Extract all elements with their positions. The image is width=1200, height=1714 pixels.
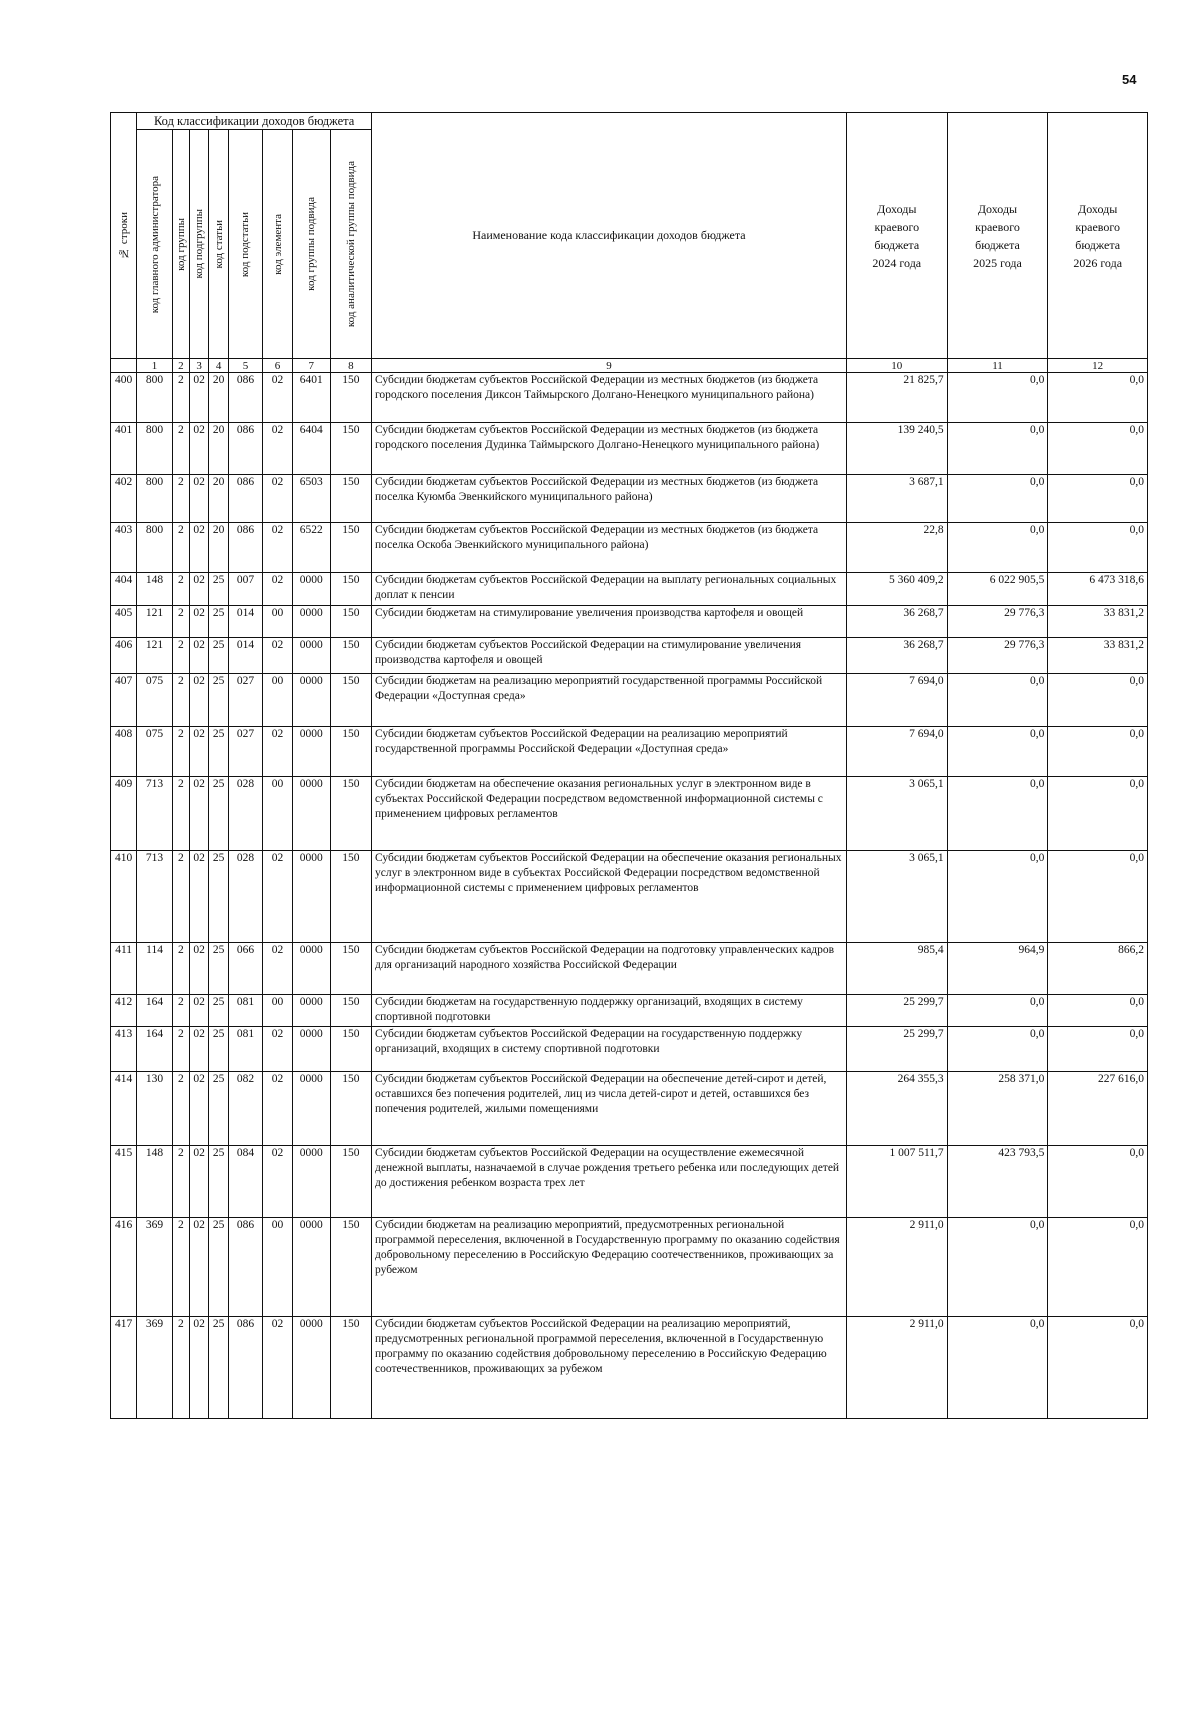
code-admin: 369 — [137, 1317, 172, 1419]
row-number: 407 — [111, 674, 137, 727]
table-row — [111, 423, 1148, 475]
income-name: Субсидии бюджетам субъектов Российской Федерации на подготовку управленческих кадров для организаций народного хозяйства Российской Федерации — [372, 943, 847, 995]
code-group: 2 — [172, 943, 189, 995]
income-2024: 3 065,1 — [846, 851, 947, 943]
income-name: Субсидии бюджетам субъектов Российской Федерации на реализацию мероприятий, предусмотренных региональной программой переселения, включенной в Государственную программу по оказанию содействия добровольному переселению в Российскую Федерацию соотечественников, проживающих за рубежом — [372, 1317, 847, 1419]
row-number: 405 — [111, 606, 137, 638]
code-element: 00 — [263, 674, 293, 727]
code-subtype-group: 0000 — [292, 606, 330, 638]
income-2025: 29 776,3 — [947, 606, 1048, 638]
column-number-blank — [111, 359, 137, 373]
code-analytic-group: 150 — [330, 851, 371, 943]
code-analytic-group: 150 — [330, 573, 371, 606]
code-subtype-group: 6404 — [292, 423, 330, 475]
income-2026: 6 473 318,6 — [1048, 573, 1148, 606]
code-subgroup: 02 — [189, 1317, 208, 1419]
code-element: 02 — [263, 727, 293, 777]
header-code-admin: код главного администратора — [137, 130, 172, 359]
code-article: 25 — [209, 851, 228, 943]
code-subtype-group: 0000 — [292, 1218, 330, 1317]
row-number: 412 — [111, 995, 137, 1027]
code-element: 00 — [263, 777, 293, 851]
code-article: 25 — [209, 943, 228, 995]
code-article: 25 — [209, 1317, 228, 1419]
code-admin: 800 — [137, 475, 172, 523]
code-group: 2 — [172, 638, 189, 674]
column-number: 6 — [263, 359, 293, 373]
code-subarticle: 007 — [228, 573, 262, 606]
code-subarticle: 086 — [228, 423, 262, 475]
income-2024: 264 355,3 — [846, 1072, 947, 1146]
code-article: 25 — [209, 727, 228, 777]
column-number: 3 — [189, 359, 208, 373]
code-subarticle: 027 — [228, 674, 262, 727]
code-subtype-group: 0000 — [292, 1072, 330, 1146]
income-2025: 6 022 905,5 — [947, 573, 1048, 606]
code-element: 02 — [263, 1146, 293, 1218]
code-subgroup: 02 — [189, 373, 208, 423]
code-subtype-group: 6503 — [292, 475, 330, 523]
income-2026: 0,0 — [1048, 674, 1148, 727]
income-name: Субсидии бюджетам субъектов Российской Федерации из местных бюджетов (из бюджета городского поселения Диксон Таймырского Долгано-Ненецкого муниципального района) — [372, 373, 847, 423]
code-element: 02 — [263, 523, 293, 573]
income-2026: 0,0 — [1048, 777, 1148, 851]
row-number: 413 — [111, 1027, 137, 1072]
code-subgroup: 02 — [189, 995, 208, 1027]
code-group: 2 — [172, 727, 189, 777]
code-admin: 164 — [137, 995, 172, 1027]
income-name: Субсидии бюджетам на реализацию мероприятий, предусмотренных региональной программой переселения, включенной в Государственную программу по оказанию содействия добровольному переселению в Российскую Федерацию соотечественников, проживающих за рубежом — [372, 1218, 847, 1317]
income-2025: 29 776,3 — [947, 638, 1048, 674]
income-2024: 1 007 511,7 — [846, 1146, 947, 1218]
row-number: 408 — [111, 727, 137, 777]
code-subarticle: 014 — [228, 638, 262, 674]
table-row — [111, 1317, 1148, 1419]
income-2026: 0,0 — [1048, 475, 1148, 523]
table-row — [111, 475, 1148, 523]
income-2026: 0,0 — [1048, 1146, 1148, 1218]
table-row — [111, 777, 1148, 851]
header-code-analytic-group: код аналитической группы подвида — [330, 130, 371, 359]
table-row — [111, 523, 1148, 573]
income-2024: 985,4 — [846, 943, 947, 995]
header-code-subarticle: код подстатьи — [228, 130, 262, 359]
code-subgroup: 02 — [189, 1027, 208, 1072]
code-group: 2 — [172, 995, 189, 1027]
code-subarticle: 028 — [228, 851, 262, 943]
code-subgroup: 02 — [189, 727, 208, 777]
column-number: 5 — [228, 359, 262, 373]
header-row-no: № строки — [111, 113, 137, 359]
code-subgroup: 02 — [189, 1218, 208, 1317]
code-admin: 114 — [137, 943, 172, 995]
code-group: 2 — [172, 1072, 189, 1146]
code-subgroup: 02 — [189, 943, 208, 995]
code-subtype-group: 0000 — [292, 1317, 330, 1419]
code-analytic-group: 150 — [330, 523, 371, 573]
code-subgroup: 02 — [189, 573, 208, 606]
code-subgroup: 02 — [189, 423, 208, 475]
code-group: 2 — [172, 475, 189, 523]
income-2025: 964,9 — [947, 943, 1048, 995]
header-income-2024: Доходы краевого бюджета 2024 года — [846, 113, 947, 359]
income-2026: 33 831,2 — [1048, 606, 1148, 638]
income-name: Субсидии бюджетам на стимулирование увеличения производства картофеля и овощей — [372, 606, 847, 638]
code-subgroup: 02 — [189, 777, 208, 851]
code-subarticle: 084 — [228, 1146, 262, 1218]
code-subarticle: 027 — [228, 727, 262, 777]
income-name: Субсидии бюджетам субъектов Российской Федерации из местных бюджетов (из бюджета поселка Оскоба Эвенкийского муниципального района) — [372, 523, 847, 573]
income-2025: 0,0 — [947, 674, 1048, 727]
income-2026: 0,0 — [1048, 995, 1148, 1027]
code-subtype-group: 0000 — [292, 943, 330, 995]
code-admin: 121 — [137, 638, 172, 674]
code-subgroup: 02 — [189, 638, 208, 674]
code-group: 2 — [172, 373, 189, 423]
income-2024: 36 268,7 — [846, 638, 947, 674]
table-row — [111, 373, 1148, 423]
income-name: Субсидии бюджетам субъектов Российской Федерации на обеспечение детей-сирот и детей, оставшихся без попечения родителей, лиц из числа детей-сирот и детей, оставшихся без попечения родителей, жилыми помещениями — [372, 1072, 847, 1146]
code-admin: 800 — [137, 423, 172, 475]
code-group: 2 — [172, 423, 189, 475]
income-2024: 7 694,0 — [846, 674, 947, 727]
income-2024: 2 911,0 — [846, 1317, 947, 1419]
income-2026: 866,2 — [1048, 943, 1148, 995]
header-code-article: код статьи — [209, 130, 228, 359]
row-number: 403 — [111, 523, 137, 573]
income-name: Субсидии бюджетам на государственную поддержку организаций, входящих в систему спортивной подготовки — [372, 995, 847, 1027]
header-code-subgroup: код подгруппы — [189, 130, 208, 359]
table-row — [111, 943, 1148, 995]
income-2026: 0,0 — [1048, 851, 1148, 943]
code-element: 00 — [263, 995, 293, 1027]
code-subtype-group: 6522 — [292, 523, 330, 573]
income-2025: 423 793,5 — [947, 1146, 1048, 1218]
code-group: 2 — [172, 1027, 189, 1072]
code-group: 2 — [172, 606, 189, 638]
code-article: 20 — [209, 423, 228, 475]
row-number: 400 — [111, 373, 137, 423]
page-number: 54 — [1122, 72, 1137, 87]
code-analytic-group: 150 — [330, 638, 371, 674]
code-analytic-group: 150 — [330, 1146, 371, 1218]
income-name: Субсидии бюджетам субъектов Российской Федерации из местных бюджетов (из бюджета поселка Куюмба Эвенкийского муниципального района) — [372, 475, 847, 523]
column-number: 7 — [292, 359, 330, 373]
income-name: Субсидии бюджетам субъектов Российской Федерации на стимулирование увеличения производства картофеля и овощей — [372, 638, 847, 674]
income-2025: 0,0 — [947, 475, 1048, 523]
income-2025: 258 371,0 — [947, 1072, 1048, 1146]
code-subtype-group: 0000 — [292, 638, 330, 674]
income-2025: 0,0 — [947, 1317, 1048, 1419]
code-admin: 800 — [137, 523, 172, 573]
code-article: 25 — [209, 995, 228, 1027]
code-subtype-group: 0000 — [292, 674, 330, 727]
income-name: Субсидии бюджетам на обеспечение оказания региональных услуг в электронном виде в субъектах Российской Федерации посредством ведомственной информационной системы с применением цифровых регламентов — [372, 777, 847, 851]
code-element: 02 — [263, 851, 293, 943]
row-number: 411 — [111, 943, 137, 995]
income-2026: 0,0 — [1048, 373, 1148, 423]
code-subarticle: 086 — [228, 1218, 262, 1317]
code-analytic-group: 150 — [330, 727, 371, 777]
code-element: 02 — [263, 1317, 293, 1419]
column-number: 12 — [1048, 359, 1148, 373]
code-article: 25 — [209, 1146, 228, 1218]
code-analytic-group: 150 — [330, 995, 371, 1027]
income-name: Субсидии бюджетам субъектов Российской Федерации на выплату региональных социальных доплат к пенсии — [372, 573, 847, 606]
income-name: Субсидии бюджетам субъектов Российской Федерации на реализацию мероприятий государственной программы Российской Федерации «Доступная среда» — [372, 727, 847, 777]
header-income-2025: Доходы краевого бюджета 2025 года — [947, 113, 1048, 359]
row-number: 409 — [111, 777, 137, 851]
code-subgroup: 02 — [189, 606, 208, 638]
code-subarticle: 081 — [228, 995, 262, 1027]
code-article: 20 — [209, 523, 228, 573]
code-element: 02 — [263, 943, 293, 995]
row-number: 417 — [111, 1317, 137, 1419]
income-2024: 139 240,5 — [846, 423, 947, 475]
income-2024: 25 299,7 — [846, 1027, 947, 1072]
column-number: 8 — [330, 359, 371, 373]
code-admin: 164 — [137, 1027, 172, 1072]
income-name: Субсидии бюджетам субъектов Российской Федерации из местных бюджетов (из бюджета городского поселения Дудинка Таймырского Долгано-Ненецкого муниципального района) — [372, 423, 847, 475]
code-admin: 800 — [137, 373, 172, 423]
code-subgroup: 02 — [189, 851, 208, 943]
code-article: 25 — [209, 777, 228, 851]
code-subgroup: 02 — [189, 674, 208, 727]
code-admin: 148 — [137, 1146, 172, 1218]
income-2025: 0,0 — [947, 373, 1048, 423]
column-number: 2 — [172, 359, 189, 373]
code-analytic-group: 150 — [330, 1072, 371, 1146]
table-row — [111, 638, 1148, 674]
code-analytic-group: 150 — [330, 1317, 371, 1419]
code-group: 2 — [172, 523, 189, 573]
code-subarticle: 086 — [228, 523, 262, 573]
income-2026: 227 616,0 — [1048, 1072, 1148, 1146]
row-number: 402 — [111, 475, 137, 523]
code-subarticle: 066 — [228, 943, 262, 995]
table-row — [111, 573, 1148, 606]
code-article: 25 — [209, 674, 228, 727]
table-row — [111, 995, 1148, 1027]
income-2026: 0,0 — [1048, 727, 1148, 777]
table-row — [111, 606, 1148, 638]
header-name: Наименование кода классификации доходов бюджета — [372, 113, 847, 359]
code-subtype-group: 0000 — [292, 777, 330, 851]
table-row — [111, 851, 1148, 943]
code-element: 02 — [263, 373, 293, 423]
code-group: 2 — [172, 1317, 189, 1419]
header-income-2026: Доходы краевого бюджета 2026 года — [1048, 113, 1148, 359]
budget-income-table — [110, 112, 1148, 1419]
income-2024: 3 065,1 — [846, 777, 947, 851]
code-group: 2 — [172, 674, 189, 727]
income-2025: 0,0 — [947, 777, 1048, 851]
code-analytic-group: 150 — [330, 777, 371, 851]
code-subgroup: 02 — [189, 1072, 208, 1146]
code-subgroup: 02 — [189, 475, 208, 523]
row-number: 401 — [111, 423, 137, 475]
code-admin: 075 — [137, 727, 172, 777]
code-analytic-group: 150 — [330, 943, 371, 995]
income-2026: 0,0 — [1048, 1317, 1148, 1419]
code-admin: 148 — [137, 573, 172, 606]
code-subtype-group: 6401 — [292, 373, 330, 423]
income-2024: 25 299,7 — [846, 995, 947, 1027]
header-code-group-col: код группы — [172, 130, 189, 359]
code-admin: 075 — [137, 674, 172, 727]
code-group: 2 — [172, 1218, 189, 1317]
income-2025: 0,0 — [947, 523, 1048, 573]
column-number-row — [111, 359, 1148, 373]
row-number: 415 — [111, 1146, 137, 1218]
code-element: 02 — [263, 475, 293, 523]
code-subarticle: 086 — [228, 475, 262, 523]
code-group: 2 — [172, 777, 189, 851]
row-number: 416 — [111, 1218, 137, 1317]
code-subarticle: 014 — [228, 606, 262, 638]
table-row — [111, 674, 1148, 727]
code-element: 02 — [263, 638, 293, 674]
code-subarticle: 081 — [228, 1027, 262, 1072]
code-admin: 713 — [137, 777, 172, 851]
column-number: 4 — [209, 359, 228, 373]
code-subarticle: 028 — [228, 777, 262, 851]
code-subgroup: 02 — [189, 523, 208, 573]
income-2024: 36 268,7 — [846, 606, 947, 638]
income-2024: 21 825,7 — [846, 373, 947, 423]
income-2026: 0,0 — [1048, 1027, 1148, 1072]
code-article: 20 — [209, 373, 228, 423]
code-analytic-group: 150 — [330, 1218, 371, 1317]
income-2026: 0,0 — [1048, 423, 1148, 475]
income-2026: 0,0 — [1048, 523, 1148, 573]
code-analytic-group: 150 — [330, 674, 371, 727]
income-name: Субсидии бюджетам субъектов Российской Федерации на государственную поддержку организаций, входящих в систему спортивной подготовки — [372, 1027, 847, 1072]
table-body — [111, 373, 1148, 1419]
code-subtype-group: 0000 — [292, 573, 330, 606]
table-row — [111, 1027, 1148, 1072]
table-row — [111, 1146, 1148, 1218]
income-2024: 7 694,0 — [846, 727, 947, 777]
income-2025: 0,0 — [947, 1218, 1048, 1317]
table-row — [111, 1218, 1148, 1317]
income-2025: 0,0 — [947, 995, 1048, 1027]
code-article: 25 — [209, 573, 228, 606]
code-subtype-group: 0000 — [292, 851, 330, 943]
header-code-element: код элемента — [263, 130, 293, 359]
code-element: 02 — [263, 1072, 293, 1146]
code-admin: 369 — [137, 1218, 172, 1317]
income-name: Субсидии бюджетам субъектов Российской Федерации на обеспечение оказания региональных услуг в электронном виде в субъектах Российской Федерации посредством ведомственной информационной системы с применением цифровых регламентов — [372, 851, 847, 943]
income-2024: 3 687,1 — [846, 475, 947, 523]
code-article: 25 — [209, 1218, 228, 1317]
income-2025: 0,0 — [947, 423, 1048, 475]
code-subarticle: 086 — [228, 1317, 262, 1419]
code-group: 2 — [172, 1146, 189, 1218]
header-code-subtype-group: код группы подвида — [292, 130, 330, 359]
code-analytic-group: 150 — [330, 606, 371, 638]
column-number: 10 — [846, 359, 947, 373]
column-number: 1 — [137, 359, 172, 373]
table-row — [111, 727, 1148, 777]
income-2025: 0,0 — [947, 727, 1048, 777]
code-analytic-group: 150 — [330, 1027, 371, 1072]
row-number: 404 — [111, 573, 137, 606]
code-element: 02 — [263, 1027, 293, 1072]
code-element: 00 — [263, 1218, 293, 1317]
code-article: 25 — [209, 606, 228, 638]
code-article: 25 — [209, 638, 228, 674]
code-subtype-group: 0000 — [292, 995, 330, 1027]
header-code-group: Код классификации доходов бюджета — [137, 113, 372, 130]
code-subgroup: 02 — [189, 1146, 208, 1218]
code-article: 25 — [209, 1072, 228, 1146]
row-number: 414 — [111, 1072, 137, 1146]
income-2025: 0,0 — [947, 851, 1048, 943]
income-name: Субсидии бюджетам субъектов Российской Федерации на осуществление ежемесячной денежной выплаты, назначаемой в случае рождения третьего ребенка или последующих детей до достижения ребенком возраста трех лет — [372, 1146, 847, 1218]
code-article: 20 — [209, 475, 228, 523]
code-group: 2 — [172, 851, 189, 943]
code-subarticle: 082 — [228, 1072, 262, 1146]
code-element: 02 — [263, 423, 293, 475]
code-element: 00 — [263, 606, 293, 638]
code-subtype-group: 0000 — [292, 1146, 330, 1218]
income-2026: 33 831,2 — [1048, 638, 1148, 674]
income-2024: 2 911,0 — [846, 1218, 947, 1317]
column-number: 9 — [372, 359, 847, 373]
code-analytic-group: 150 — [330, 373, 371, 423]
column-number: 11 — [947, 359, 1048, 373]
code-admin: 713 — [137, 851, 172, 943]
row-number: 410 — [111, 851, 137, 943]
code-group: 2 — [172, 573, 189, 606]
code-analytic-group: 150 — [330, 475, 371, 523]
income-2025: 0,0 — [947, 1027, 1048, 1072]
code-subtype-group: 0000 — [292, 727, 330, 777]
code-article: 25 — [209, 1027, 228, 1072]
code-element: 02 — [263, 573, 293, 606]
income-2024: 5 360 409,2 — [846, 573, 947, 606]
income-name: Субсидии бюджетам на реализацию мероприятий государственной программы Российской Федерации «Доступная среда» — [372, 674, 847, 727]
income-2024: 22,8 — [846, 523, 947, 573]
code-subtype-group: 0000 — [292, 1027, 330, 1072]
table-row — [111, 1072, 1148, 1146]
code-subarticle: 086 — [228, 373, 262, 423]
row-number: 406 — [111, 638, 137, 674]
code-admin: 130 — [137, 1072, 172, 1146]
code-analytic-group: 150 — [330, 423, 371, 475]
code-admin: 121 — [137, 606, 172, 638]
income-2026: 0,0 — [1048, 1218, 1148, 1317]
